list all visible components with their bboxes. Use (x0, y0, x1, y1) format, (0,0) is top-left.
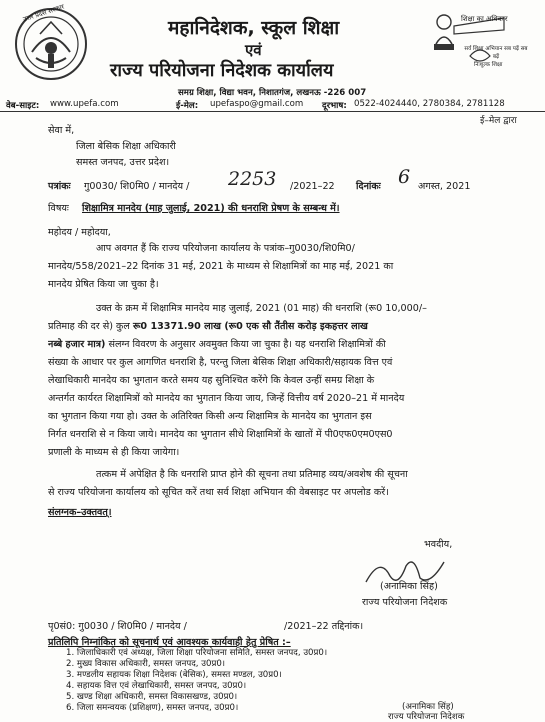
date-rest: अगस्त, 2021 (418, 181, 471, 192)
para2-line3-post: संलग्न विवरण के अनुसार अवमुक्त किया जा चुका है। यह धनराशि शिक्षामित्रों की (108, 339, 386, 350)
para2-line: लेखाधिकारी मानदेय का भुगतान करते समय यह सुनिश्चित करेंगे कि केवल उन्हीं समग्र शिक्षा के (48, 375, 375, 386)
signatory2-designation: राज्य परियोजना निदेशक (388, 712, 465, 722)
para1-line: मानदेय/558/2021–22 दिनांक 31 मई, 2021 के माध्यम से शिक्षामित्रों का माह मई, 2021 का (48, 261, 394, 272)
enclosure: संलग्नक–उक्तवत्। (48, 507, 112, 518)
website-label: वेब-साइट: (6, 101, 40, 111)
date-day-handwritten: 6 (398, 166, 411, 188)
para2-line: का भुगतान किया गया हो। उक्त के अतिरिक्त किसी अन्य शिक्षामित्र के मानदेय का भुगतान इस (48, 411, 372, 422)
bhavdiya: भवदीय, (424, 539, 453, 550)
signatory-name: (अनामिका सिंह) (380, 581, 438, 592)
copy-list-item: 6. जिला समन्वयक (प्रशिक्षण), समस्त जनपद, उ0प्र0। (66, 703, 239, 713)
para3 (48, 466, 520, 502)
rte-logo-subcaption2: निःशुल्क शिक्षा (474, 62, 503, 68)
para2-line: निर्गत धनराशि से न किया जाये। मानदेय का भुगतान सीधे शिक्षामित्रों के खातों में पी0एफ0एम0एस0 (48, 429, 393, 440)
website-link[interactable]: www.upefa.com (50, 99, 119, 109)
email-link[interactable]: upefaspo@gmail.com (210, 99, 304, 109)
copy-list-item: 4. सहायक वित्त एवं लेखाधिकारी, समस्त जनपद, उ0प्र0। (66, 681, 247, 691)
addressee-line1: जिला बेसिक शिक्षा अधिकारी (76, 141, 176, 152)
para2 (48, 300, 520, 462)
header-divider (0, 111, 545, 112)
rte-logo-subcaption: सर्व शिक्षा अभियान सब पढ़ें सब बढ़ें (464, 46, 528, 60)
para1 (48, 240, 520, 294)
office-title-line1: महानिदेशक, स्कूल शिक्षा (168, 17, 340, 39)
rte-logo-caption: शिक्षा का अधिकार (461, 15, 508, 23)
email-via-note: ई–मेल द्वारा (480, 116, 517, 126)
para3-line: तत्कम में अपेक्षित है कि धनराशि प्राप्त होने की सूचना तथा प्रतिमाह व्यय/अवशेष की सूचना (96, 469, 408, 480)
patrank-label: पत्रांकः (48, 181, 71, 192)
addressee-seva: सेवा में, (48, 125, 75, 136)
email-label: ई-मेल: (176, 101, 199, 111)
copy-list-item: 2. मुख्य विकास अधिकारी, समस्त जनपद, उ0प्र0। (66, 659, 226, 669)
patrank-prefix: गु0030/ शि0मि0 / मानदेय / (84, 181, 190, 192)
signatory2-name: (अनामिका सिंह) (402, 702, 454, 712)
phone-label: दूरभाष: (322, 101, 347, 111)
amount-words: नब्बे हजार मात्र) (48, 339, 106, 350)
para2-line: प्रणाली के माध्यम से ही किया जायेगा। (48, 447, 180, 458)
salutation: महोदय / महोदया, (48, 227, 111, 238)
amount-text: रू0 13371.90 लाख (रू0 एक सौ तैंतीस करोड़ इकहत्तर लाख (132, 321, 368, 332)
addressee-line2: समस्त जनपद, उत्तर प्रदेश। (76, 157, 170, 168)
copy-date: /2021–22 तद्दिनांक। (284, 621, 364, 632)
para1-line: मानदेय प्रेषित किया जा चुका है। (48, 279, 159, 290)
copy-list-item: 1. जिलाधिकारी एवं अध्यक्ष, जिला शिक्षा परियोजना समिति, समस्त जनपद, उ0प्र0। (66, 648, 328, 658)
copy-list-item: 3. मण्डलीय सहायक शिक्षा निदेशक (बेसिक), समस्त मण्डल, उ0प्र0। (66, 670, 282, 680)
para2-line: अन्तर्गत कार्यरत शिक्षामित्रों को मानदेय का भुगतान किया जाय, जिन्हें वित्तीय वर्ष 2020–21 में मानदेय (48, 393, 405, 404)
copy-list-item: 5. खण्ड शिक्षा अधिकारी, समस्त विकासखण्ड, उ0प्र0। (66, 692, 238, 702)
emblem-caption: उत्तर प्रदेश सरकार (21, 2, 66, 24)
para2-line2-pre: प्रतिमाह की दर से) कुल (48, 321, 130, 332)
patrank-suffix: /2021–22 (290, 181, 335, 192)
para2-line: उक्त के क्रम में शिक्षामित्र मानदेय माह जुलाई, 2021 (01 माह) की धनराशि (रू0 10,000/– (96, 303, 427, 314)
para2-line: संख्या के आधार पर कुल आगणित धनराशि है, परन्तु जिला बेसिक शिक्षा अधिकारी/सहायक वित्त एवं (48, 357, 393, 368)
date-label: दिनांकः (356, 181, 381, 192)
copy-list (66, 648, 327, 714)
patrank-number-handwritten: 2253 (228, 168, 277, 190)
phone-numbers: 0522-4024440, 2780384, 2781128 (354, 99, 505, 109)
office-address: समग्र शिक्षा, विद्या भवन, निशातगंज, लखनऊ -226 007 (178, 88, 367, 98)
para1-line: आप अवगत हैं कि राज्य परियोजना कार्यालय के पत्रांक–गु0030/शि0मि0/ (96, 243, 355, 254)
subject-text: शिक्षामित्र मानदेय (माह जुलाई, 2021) की धनराशि प्रेषण के सम्बन्ध में। (82, 203, 340, 214)
office-title-line3: राज्य परियोजना निदेशक कार्यालय (110, 60, 334, 81)
para3-line: से राज्य परियोजना कार्यालय को सूचित करें तथा सर्व शिक्षा अभियान की वेबसाइट पर अपलोड करें। (48, 487, 389, 498)
subject-label: विषयः (48, 203, 69, 214)
office-title-line2: एवं (245, 41, 262, 59)
copy-patrank: पृ0सं0: गु0030 / शि0मि0 / मानदेय / (48, 621, 187, 632)
copy-heading: प्रतिलिपि निम्नांकित को सूचनार्थ एवं आवश्यक कार्यवाही हेतु प्रेषित :– (48, 637, 291, 648)
signatory-designation: राज्य परियोजना निदेशक (362, 597, 448, 608)
